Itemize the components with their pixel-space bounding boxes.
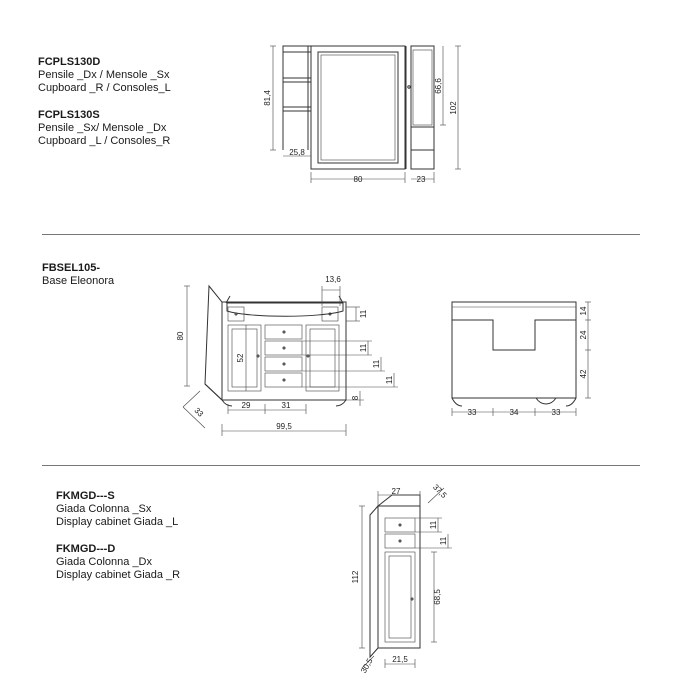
drawing-base-side — [452, 302, 591, 417]
dim-drawer-a: 11 — [359, 343, 368, 353]
dim-drawer-b: 11 — [372, 359, 381, 369]
product-desc-it: Giada Colonna _Dx — [56, 556, 153, 568]
dim-top-drawer: 11 — [359, 309, 368, 319]
dim-door-height: 66,6 — [434, 78, 443, 94]
dim-width-main: 80 — [353, 175, 363, 184]
dim-drawer2: 11 — [439, 536, 448, 546]
dim-height: 80 — [176, 331, 185, 341]
dim-side-middle: 24 — [579, 330, 588, 340]
dim-cabinet-height: 112 — [351, 570, 360, 584]
consoles — [283, 46, 311, 150]
dim-drawer1: 11 — [429, 520, 438, 530]
dim-total-width: 99,5 — [276, 422, 292, 431]
dim-side-center: 34 — [509, 408, 519, 417]
dim-shelf-width: 25,8 — [289, 148, 305, 157]
product-code: FKMGD---D — [56, 543, 116, 555]
dim-depth-bottom: 30,5 — [359, 656, 375, 675]
dim-door-height: 68,5 — [433, 589, 442, 605]
product-desc-it: Pensile _Sx/ Mensole _Dx — [38, 122, 167, 134]
product-desc-en: Cupboard _L / Consoles_R — [38, 135, 171, 147]
dim-side-left: 33 — [467, 408, 477, 417]
product-code: FCPLS130S — [38, 109, 100, 121]
dim-side-top: 14 — [579, 306, 588, 316]
product-code: FBSEL105- — [42, 262, 101, 274]
dim-side-width: 23 — [416, 175, 426, 184]
drawing-display-cabinet — [351, 483, 452, 675]
dim-center-drawers: 31 — [281, 401, 291, 410]
dim-base-width: 21,5 — [392, 655, 408, 664]
product-desc-it: Pensile _Dx / Mensole _Sx — [38, 69, 170, 81]
dim-left-door: 29 — [241, 401, 251, 410]
dim-side-height: 102 — [449, 101, 458, 115]
dim-foot: 8 — [351, 395, 360, 401]
product-code: FKMGD---S — [56, 490, 115, 502]
drawing-cupboard-consoles — [263, 46, 461, 184]
dim-cabinet-width: 27 — [391, 487, 401, 496]
dim-inner-height: 52 — [236, 353, 245, 363]
cupboard-side — [406, 46, 434, 169]
product-desc-en: Display cabinet Giada _R — [56, 569, 181, 581]
product-desc-en: Cupboard _R / Consoles_L — [38, 82, 171, 94]
product-desc: Base Eleonora — [42, 275, 115, 287]
dim-depth-top: 37,5 — [431, 482, 449, 500]
dim-side-right: 33 — [551, 408, 561, 417]
product-desc-en: Display cabinet Giada _L — [56, 516, 179, 528]
drawing-base-front — [176, 275, 398, 436]
dim-drawer-c: 11 — [385, 375, 394, 385]
dim-top-gap: 13,6 — [325, 275, 341, 284]
product-desc-it: Giada Colonna _Sx — [56, 503, 152, 515]
dim-depth: 33 — [192, 405, 206, 419]
product-code: FCPLS130D — [38, 56, 101, 68]
cupboard-main — [311, 46, 405, 169]
dim-height-total: 81,4 — [263, 90, 272, 106]
dim-side-bottom: 42 — [579, 369, 588, 379]
